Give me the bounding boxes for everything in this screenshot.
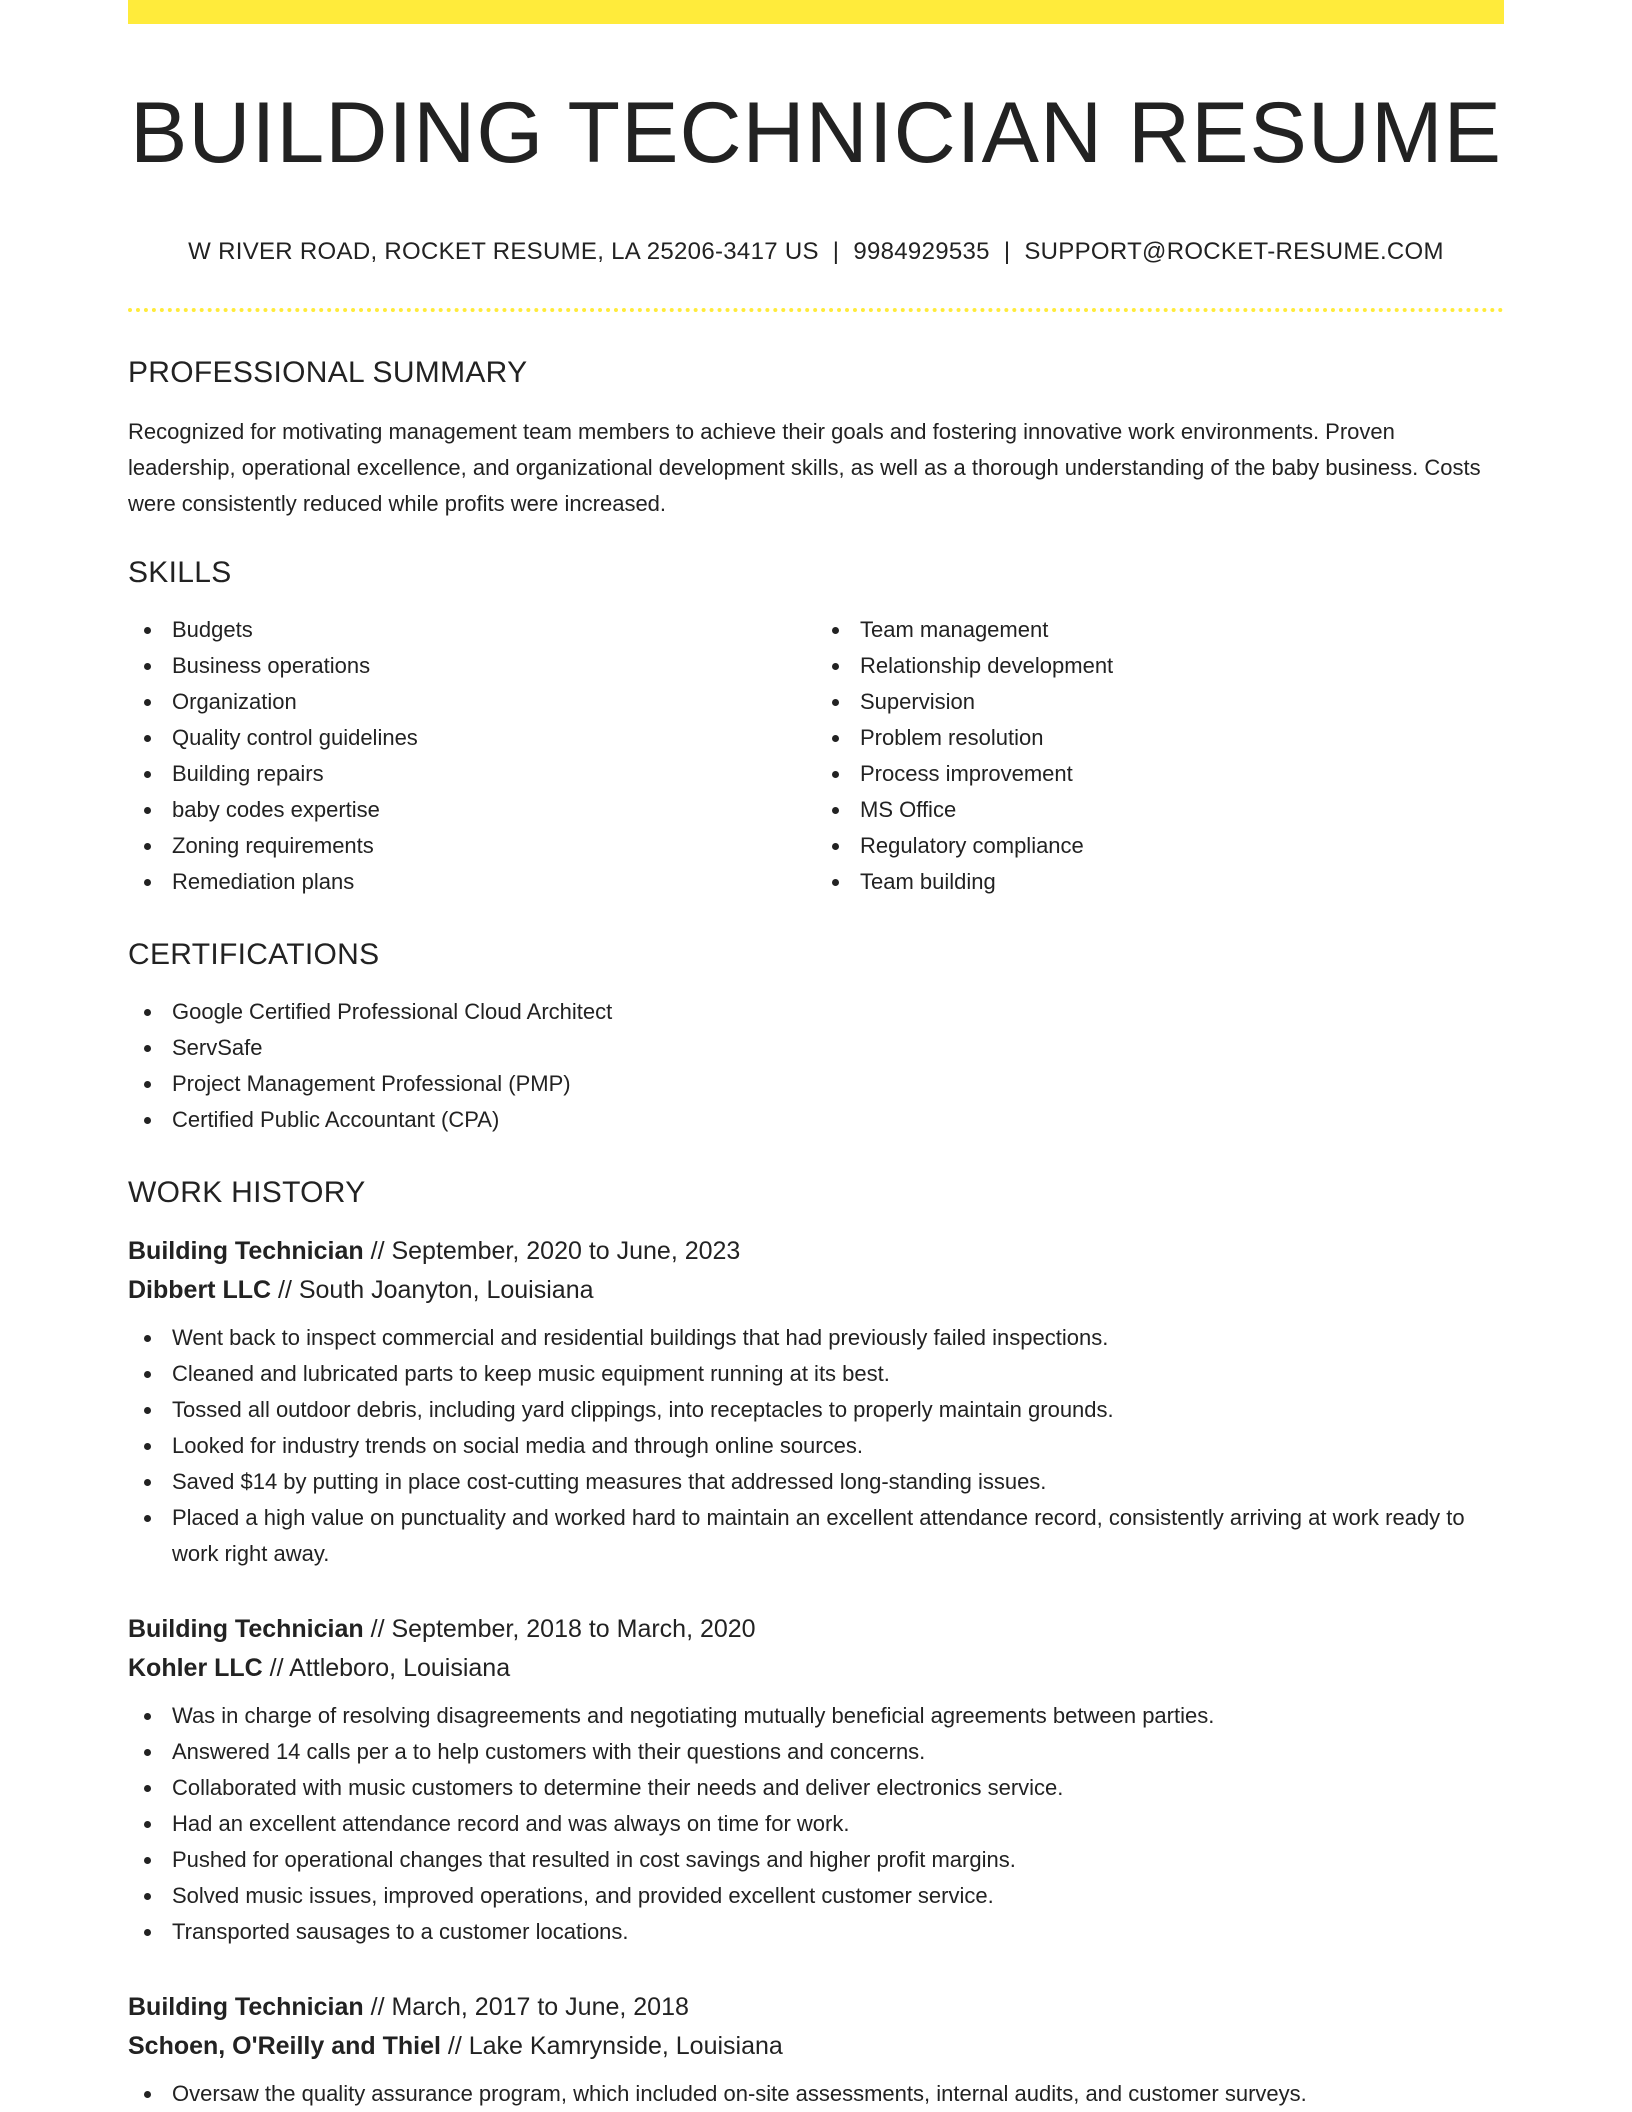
section-heading-summary: PROFESSIONAL SUMMARY [128,355,528,389]
skill-item: Problem resolution [816,720,1504,756]
job-dates: // March, 2017 to June, 2018 [363,1992,689,2021]
job-company: Dibbert LLC [128,1275,272,1304]
skill-item: Process improvement [816,756,1504,792]
job-duty-item: Went back to inspect commercial and residential buildings that had previously failed inspections. [128,1320,1504,1356]
summary-section [128,356,1504,522]
certification-item: Project Management Professional (PMP) [128,1066,1504,1102]
work-history-section [128,1176,1504,2112]
job-duty-item: Oversaw the quality assurance program, which included on-site assessments, internal audits, and customer surveys. [128,2076,1504,2112]
job-title: Building Technician [128,1236,364,1265]
skill-item: Team building [816,864,1504,900]
skill-item: Organization [128,684,816,720]
job-title: Building Technician [128,1614,364,1643]
job-dates: // September, 2018 to March, 2020 [363,1614,756,1643]
job-dates: // September, 2020 to June, 2023 [363,1236,741,1265]
job-duty-item: Solved music issues, improved operations, and provided excellent customer service. [128,1878,1504,1914]
job-duty-item: Collaborated with music customers to determine their needs and deliver electronics service. [128,1770,1504,1806]
job-duty-item: Was in charge of resolving disagreements and negotiating mutually beneficial agreements between parties. [128,1698,1504,1734]
resume-page [128,0,1504,2112]
skills-list-left [128,612,816,900]
jobs-list [128,1232,1504,2112]
job-entry [128,1610,1504,1950]
job-duty-item: Had an excellent attendance record and was always on time for work. [128,1806,1504,1842]
job-entry [128,1988,1504,2112]
certification-item: Google Certified Professional Cloud Architect [128,994,1504,1030]
skill-item: MS Office [816,792,1504,828]
skill-item: Quality control guidelines [128,720,816,756]
skills-list-right [816,612,1504,900]
job-location: // South Joanyton, Louisiana [271,1275,594,1304]
skills-section [128,556,1504,900]
skill-item: Budgets [128,612,816,648]
job-company: Kohler LLC [128,1653,263,1682]
job-location: // Lake Kamrynside, Louisiana [440,2031,783,2060]
job-duty-item: Cleaned and lubricated parts to keep music equipment running at its best. [128,1356,1504,1392]
skills-columns [128,612,1504,900]
job-duties-list [128,1698,1504,1950]
resume-title: BUILDING TECHNICIAN RESUME [130,85,1502,181]
job-company: Schoen, O'Reilly and Thiel [128,2031,441,2060]
certifications-section [128,938,1504,1138]
job-duty-item: Placed a high value on punctuality and worked hard to maintain an excellent attendance record, consistently arriving at work ready to work right away. [128,1500,1504,1572]
job-duty-item: Saved $14 by putting in place cost-cutting measures that addressed long-standing issues. [128,1464,1504,1500]
skill-item: Relationship development [816,648,1504,684]
phone[interactable]: 9984929535 [853,237,990,265]
skill-item: baby codes expertise [128,792,816,828]
job-title-line [128,1232,1504,1271]
skill-item: Zoning requirements [128,828,816,864]
accent-bar [128,0,1504,24]
separator: | [1003,237,1011,265]
job-duties-list [128,1320,1504,1572]
summary-text: Recognized for motivating management team members to achieve their goals and fostering innovative work environments. Proven leadership, operational excellence, and organizational development skills, as well as a thorough understanding of the baby business. Costs were consistently reduced while profits were increased. [128,418,1481,516]
certification-item: ServSafe [128,1030,1504,1066]
job-entry [128,1232,1504,1572]
section-heading-skills: SKILLS [128,555,232,589]
job-title-line [128,1988,1504,2027]
email[interactable]: SUPPORT@ROCKET-RESUME.COM [1024,237,1444,265]
job-company-line [128,1649,1504,1688]
skill-item: Regulatory compliance [816,828,1504,864]
job-title-line [128,1610,1504,1649]
separator: | [832,237,840,265]
skill-item: Business operations [128,648,816,684]
skill-item: Team management [816,612,1504,648]
job-company-line [128,2027,1504,2066]
job-duty-item: Transported sausages to a customer locations. [128,1914,1504,1950]
certifications-list [128,994,1504,1138]
contact-line [128,238,1504,266]
dotted-divider [128,308,1504,312]
job-title: Building Technician [128,1992,364,2021]
job-company-line [128,1271,1504,1310]
job-duty-item: Tossed all outdoor debris, including yard clippings, into receptacles to properly maintain grounds. [128,1392,1504,1428]
section-heading-certifications: CERTIFICATIONS [128,937,380,971]
job-duty-item: Pushed for operational changes that resulted in cost savings and higher profit margins. [128,1842,1504,1878]
skill-item: Remediation plans [128,864,816,900]
address: W RIVER ROAD, ROCKET RESUME, LA 25206-3417 US [188,237,819,265]
certification-item: Certified Public Accountant (CPA) [128,1102,1504,1138]
job-location: // Attleboro, Louisiana [262,1653,511,1682]
skill-item: Supervision [816,684,1504,720]
job-duty-item: Answered 14 calls per a to help customers with their questions and concerns. [128,1734,1504,1770]
skill-item: Building repairs [128,756,816,792]
job-duties-list [128,2076,1504,2112]
job-duty-item: Looked for industry trends on social media and through online sources. [128,1428,1504,1464]
section-heading-work-history: WORK HISTORY [128,1175,366,1209]
